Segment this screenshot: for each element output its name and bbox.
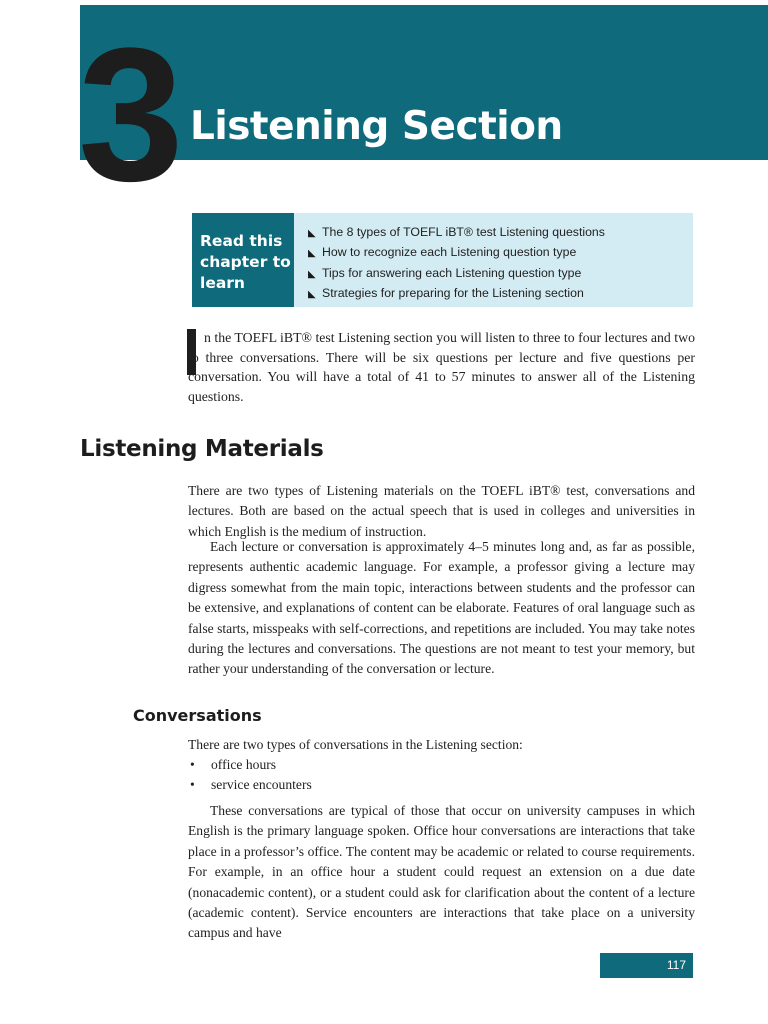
arrow-bullet-icon: ◣: [308, 228, 316, 239]
learn-box-label: Read this chapter to learn: [192, 213, 294, 307]
chapter-title: Listening Section: [190, 104, 563, 149]
conversations-heading: Conversations: [133, 706, 262, 725]
conversations-intro: There are two types of conversations in the Listening section:: [188, 737, 523, 752]
read-this-chapter-box: [192, 213, 693, 307]
conversations-paragraph-2: These conversations are typical of those that occur on university campuses in which English is the primary language spoken. Office hour conversations are interactions that take place in a professor’s office. The content may be academic or related to course requirements. For example, in an office hour a student could request an extension on a due date (nonacademic content), or a student could ask for clarification about the content of a lecture (academic content). Service encounters are interactions that take place on a university campus and have: [188, 803, 695, 941]
learn-item: ◣ The 8 types of TOEFL iBT® test Listening questions: [308, 223, 693, 243]
list-item: • service encounters: [190, 775, 312, 795]
learn-item: ◣ Strategies for preparing for the Listening section: [308, 284, 693, 304]
list-item: • office hours: [190, 755, 312, 775]
listening-materials-heading: Listening Materials: [80, 436, 324, 462]
page-number: 117: [600, 953, 693, 978]
arrow-bullet-icon: ◣: [308, 248, 316, 260]
learn-item: ◣ How to recognize each Listening question type: [308, 243, 693, 263]
learn-item: ◣ Tips for answering each Listening question type: [308, 264, 693, 284]
learn-box-list: [294, 213, 693, 307]
materials-paragraph-2: Each lecture or conversation is approximately 4–5 minutes long and, as far as possible, represents authentic academic language. For example, a professor giving a lecture may digress somewhat from the main topic, interactions between students and the professor can be extensive, and explanations of content can be elaborate. Features of oral language such as false starts, misspeaks with self-corrections, and repetitions are included. You may take notes during the lectures and conversations. The questions are not meant to test your memory, but rather your understanding of the conversation or lecture.: [188, 539, 695, 677]
conversation-types-list: [190, 755, 312, 795]
chapter-number: 3: [78, 9, 178, 221]
arrow-bullet-icon: ◣: [308, 268, 316, 280]
intro-paragraph: n the TOEFL iBT® test Listening section you will listen to three to four lectures and two to three conversations. There will be six questions per lecture and five questions per conversation. You will have a total of 41 to 57 minutes to answer all of the Listening questions.: [188, 330, 695, 404]
materials-paragraph-1: There are two types of Listening materials on the TOEFL iBT® test, conversations and lectures. Both are based on the actual speech that is used in colleges and universities in which English is the medium of instruction.: [188, 483, 695, 539]
arrow-bullet-icon: ◣: [308, 289, 316, 301]
